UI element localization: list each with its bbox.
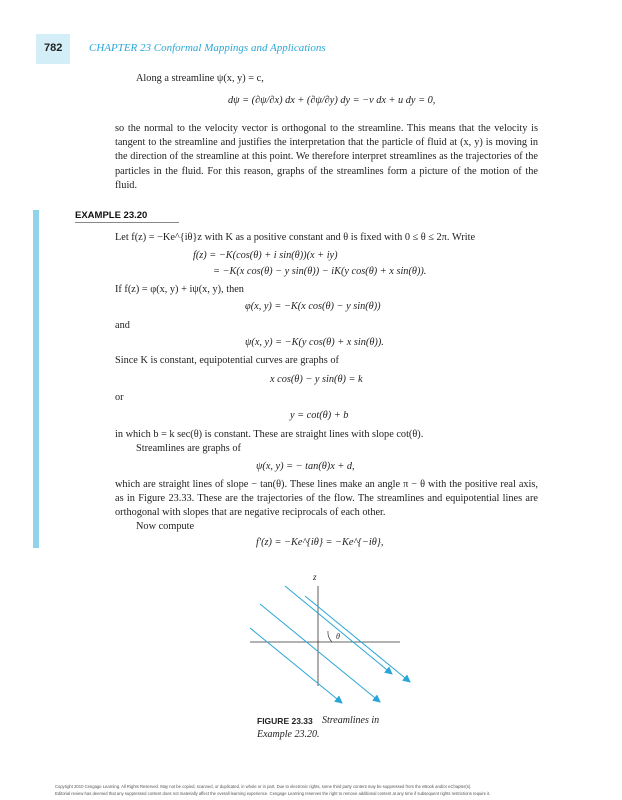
example-line-6: Now compute	[136, 521, 195, 532]
example-paragraph: which are straight lines of slope − tan(θ). These lines make an angle π − θ with the positive real axis, as in Figure 23.33. These are the trajectories of the flow. The streamlines and equipotential lines are orthogonal with slopes that are negative reciprocals of each other.	[115, 479, 538, 519]
streamline-4	[250, 628, 342, 703]
differential-equation: dψ = (∂ψ/∂x) dx + (∂ψ/∂y) dy = −v dx + u dy = 0,	[228, 95, 436, 106]
streamline-2	[260, 604, 380, 702]
equation-1b: = −K(x cos(θ) − y sin(θ)) − iK(y cos(θ) + x sin(θ)).	[213, 266, 427, 277]
chapter-title: CHAPTER 23 Conformal Mappings and Applications	[89, 42, 326, 54]
figure-caption-continued: Example 23.20.	[257, 729, 320, 740]
example-label: EXAMPLE 23.20	[75, 210, 148, 221]
angle-arc	[328, 631, 332, 642]
example-line-3: Since K is constant, equipotential curves are graphs of	[115, 355, 339, 366]
equation-phi: φ(x, y) = −K(x cos(θ) − y sin(θ))	[245, 301, 381, 312]
example-side-bar	[33, 210, 39, 548]
streamlines-figure	[240, 568, 440, 708]
example-line-2: If f(z) = φ(x, y) + iψ(x, y), then	[115, 284, 244, 295]
example-underline	[75, 222, 179, 223]
and-word: and	[115, 320, 130, 331]
figure-label: FIGURE 23.33	[257, 716, 313, 726]
streamline-1	[285, 586, 392, 674]
equation-1a: f(z) = −K(cos(θ) + i sin(θ))(x + iy)	[193, 250, 338, 261]
equation-psi: ψ(x, y) = −K(y cos(θ) + x sin(θ)).	[245, 337, 384, 348]
example-line-1: Let f(z) = −Ke^{iθ}z with K as a positive constant and θ is fixed with 0 ≤ θ ≤ 2π. Write	[115, 232, 476, 243]
example-line-4: in which b = k sec(θ) is constant. These are straight lines with slope cot(θ).	[115, 429, 424, 440]
example-line-5: Streamlines are graphs of	[136, 443, 241, 454]
page-number: 782	[44, 42, 63, 54]
axis-label: z	[313, 572, 317, 582]
equation-derivative: f′(z) = −Ke^{iθ} = −Ke^{−iθ},	[256, 537, 384, 548]
angle-label: θ	[336, 632, 340, 641]
streamline-intro: Along a streamline ψ(x, y) = c,	[136, 73, 264, 84]
figure-caption: Streamlines in	[322, 715, 380, 726]
copyright-line-1: Copyright 2010 Cengage Learning. All Rights Reserved. May not be copied, scanned, or duplicated, in whole or in part. Due to electronic rights, some third party content may be suppressed from the eBook and/or eChapter(s).	[55, 784, 472, 789]
equation-equipotential: x cos(θ) − y sin(θ) = k	[270, 374, 363, 385]
equation-line: y = cot(θ) + b	[290, 410, 349, 421]
equation-streamline: ψ(x, y) = − tan(θ)x + d,	[256, 461, 355, 472]
streamline-3	[305, 596, 410, 682]
intro-paragraph: so the normal to the velocity vector is orthogonal to the streamline. This means that the velocity is tangent to the streamline and justifies the interpretation that the particle of fluid at (x, y) is moving in the direction of the streamline at this point. We therefore interpret streamlines as the trajectories of the particles in the fluid. For this reason, graphs of the streamlines form a picture of the motion of the fluid.	[115, 123, 538, 191]
copyright-line-2: Editorial review has deemed that any suppressed content does not materially affect the overall learning experience. Cengage Learning reserves the right to remove additional content at any time if subsequent rights restrictions require it.	[55, 791, 491, 796]
or-word: or	[115, 392, 124, 403]
